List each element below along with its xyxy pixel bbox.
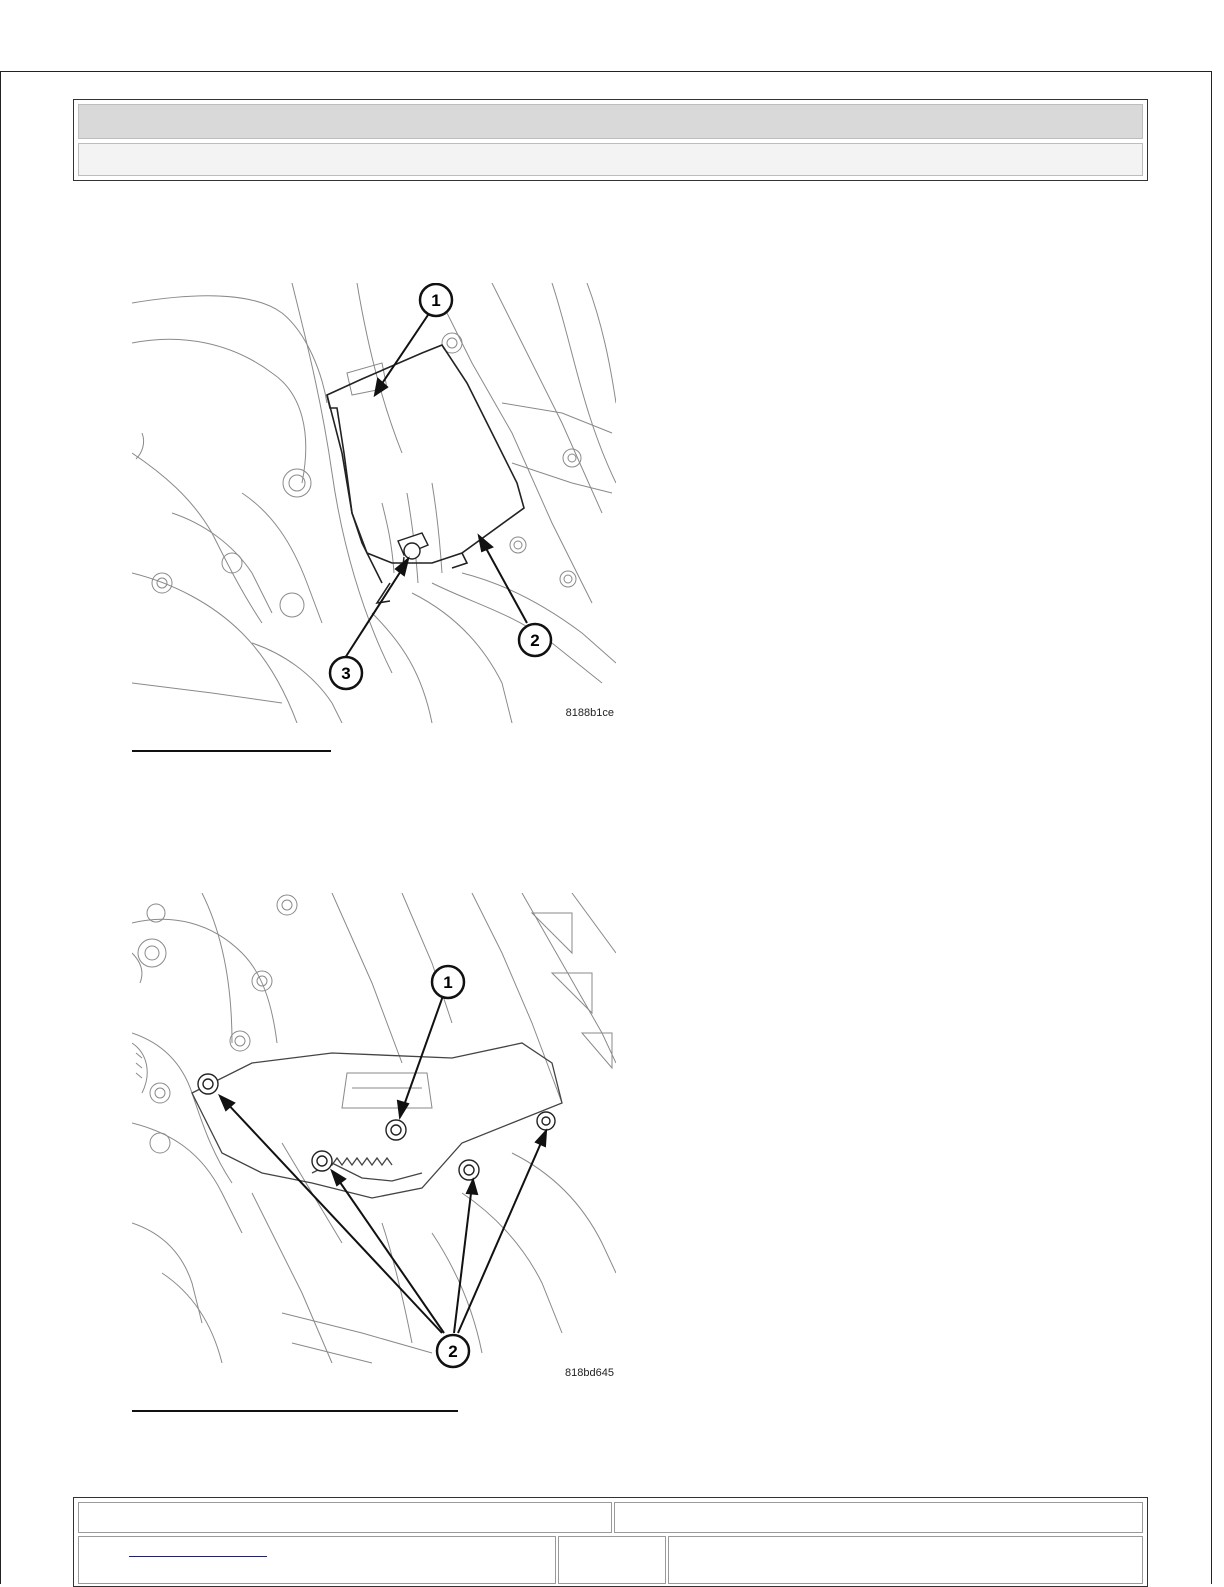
figure-code: 8188b1ce — [565, 707, 614, 719]
figure-2-illustration — [132, 893, 616, 1383]
figure-818bd645 — [132, 893, 616, 1383]
callout-1: 1 — [443, 973, 453, 992]
callout-3: 3 — [341, 664, 351, 683]
callout-1: 1 — [431, 291, 441, 310]
footer-cell-middle — [558, 1536, 666, 1584]
callout-2: 2 — [530, 631, 540, 650]
footer-cell-link — [78, 1536, 556, 1584]
header-table — [73, 99, 1148, 181]
figure-code: 818bd645 — [565, 1367, 614, 1379]
header-subtitle-bar — [78, 143, 1143, 176]
figure-8188b1ce — [132, 283, 616, 723]
caption-rule-2 — [132, 1410, 458, 1412]
caption-rule-1 — [132, 750, 331, 752]
footer-cell-end — [668, 1536, 1143, 1584]
footer-table — [73, 1497, 1148, 1587]
figure-1-illustration — [132, 283, 616, 723]
footer-cell-right — [614, 1502, 1143, 1533]
footer-cell-left — [78, 1502, 612, 1533]
header-title-bar — [78, 104, 1143, 139]
footer-link[interactable] — [129, 1556, 267, 1557]
callout-2: 2 — [448, 1342, 458, 1361]
